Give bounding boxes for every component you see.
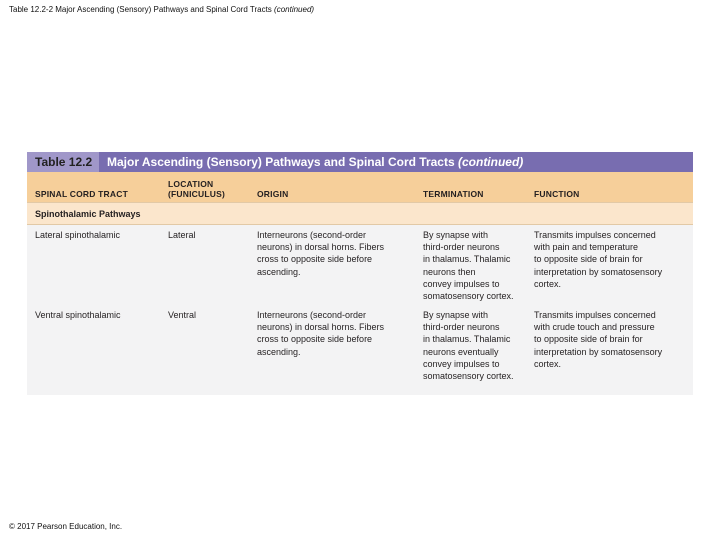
table-caption (99, 155, 523, 169)
slide-title-italic: (continued) (274, 5, 315, 14)
cell-termination: By synapse with third-order neurons in thalamus. Thalamic neurons then convey impulses to somatosensory cortex. (423, 230, 514, 302)
table-caption-italic: (continued) (457, 155, 524, 169)
col-header-location: LOCATION (FUNICULUS) (168, 179, 225, 199)
col-header-origin: ORIGIN (257, 189, 289, 199)
column-header-row (27, 172, 693, 202)
cell-origin: Interneurons (second-order neurons) in dorsal horns. Fibers cross to opposite side before ascending. (257, 310, 385, 357)
cell-origin: Interneurons (second-order neurons) in dorsal horns. Fibers cross to opposite side before ascending. (257, 230, 385, 277)
table-caption-text: Major Ascending (Sensory) Pathways and Spinal Cord Tracts (107, 155, 458, 169)
table-header-bar (27, 152, 693, 172)
col-header-tract: SPINAL CORD TRACT (35, 189, 128, 199)
copyright-footer: © 2017 Pearson Education, Inc. (9, 522, 123, 531)
slide-title-text: Table 12.2-2 Major Ascending (Sensory) Pathways and Spinal Cord Tracts (9, 5, 275, 14)
cell-tract: Lateral spinothalamic (35, 230, 121, 240)
cell-location: Ventral (168, 310, 197, 320)
cell-termination: By synapse with third-order neurons in thalamus. Thalamic neurons eventually convey impulses to somatosensory cortex. (423, 310, 514, 382)
cell-function: Transmits impulses concerned with crude touch and pressure to opposite side of brain for interpretation by somatosensory cortex. (534, 310, 663, 369)
table-row (27, 305, 693, 395)
cell-location: Lateral (168, 230, 196, 240)
col-header-termination: TERMINATION (423, 189, 484, 199)
section-row-spinothalamic: Spinothalamic Pathways (27, 202, 693, 225)
table-row (27, 225, 693, 305)
cell-tract: Ventral spinothalamic (35, 310, 121, 320)
col-header-function: FUNCTION (534, 189, 580, 199)
slide-title (9, 5, 314, 14)
cell-function: Transmits impulses concerned with pain and temperature to opposite side of brain for interpretation by somatosensory cortex. (534, 230, 663, 289)
sensory-pathways-table (27, 152, 693, 395)
table-number: Table 12.2 (27, 152, 99, 172)
